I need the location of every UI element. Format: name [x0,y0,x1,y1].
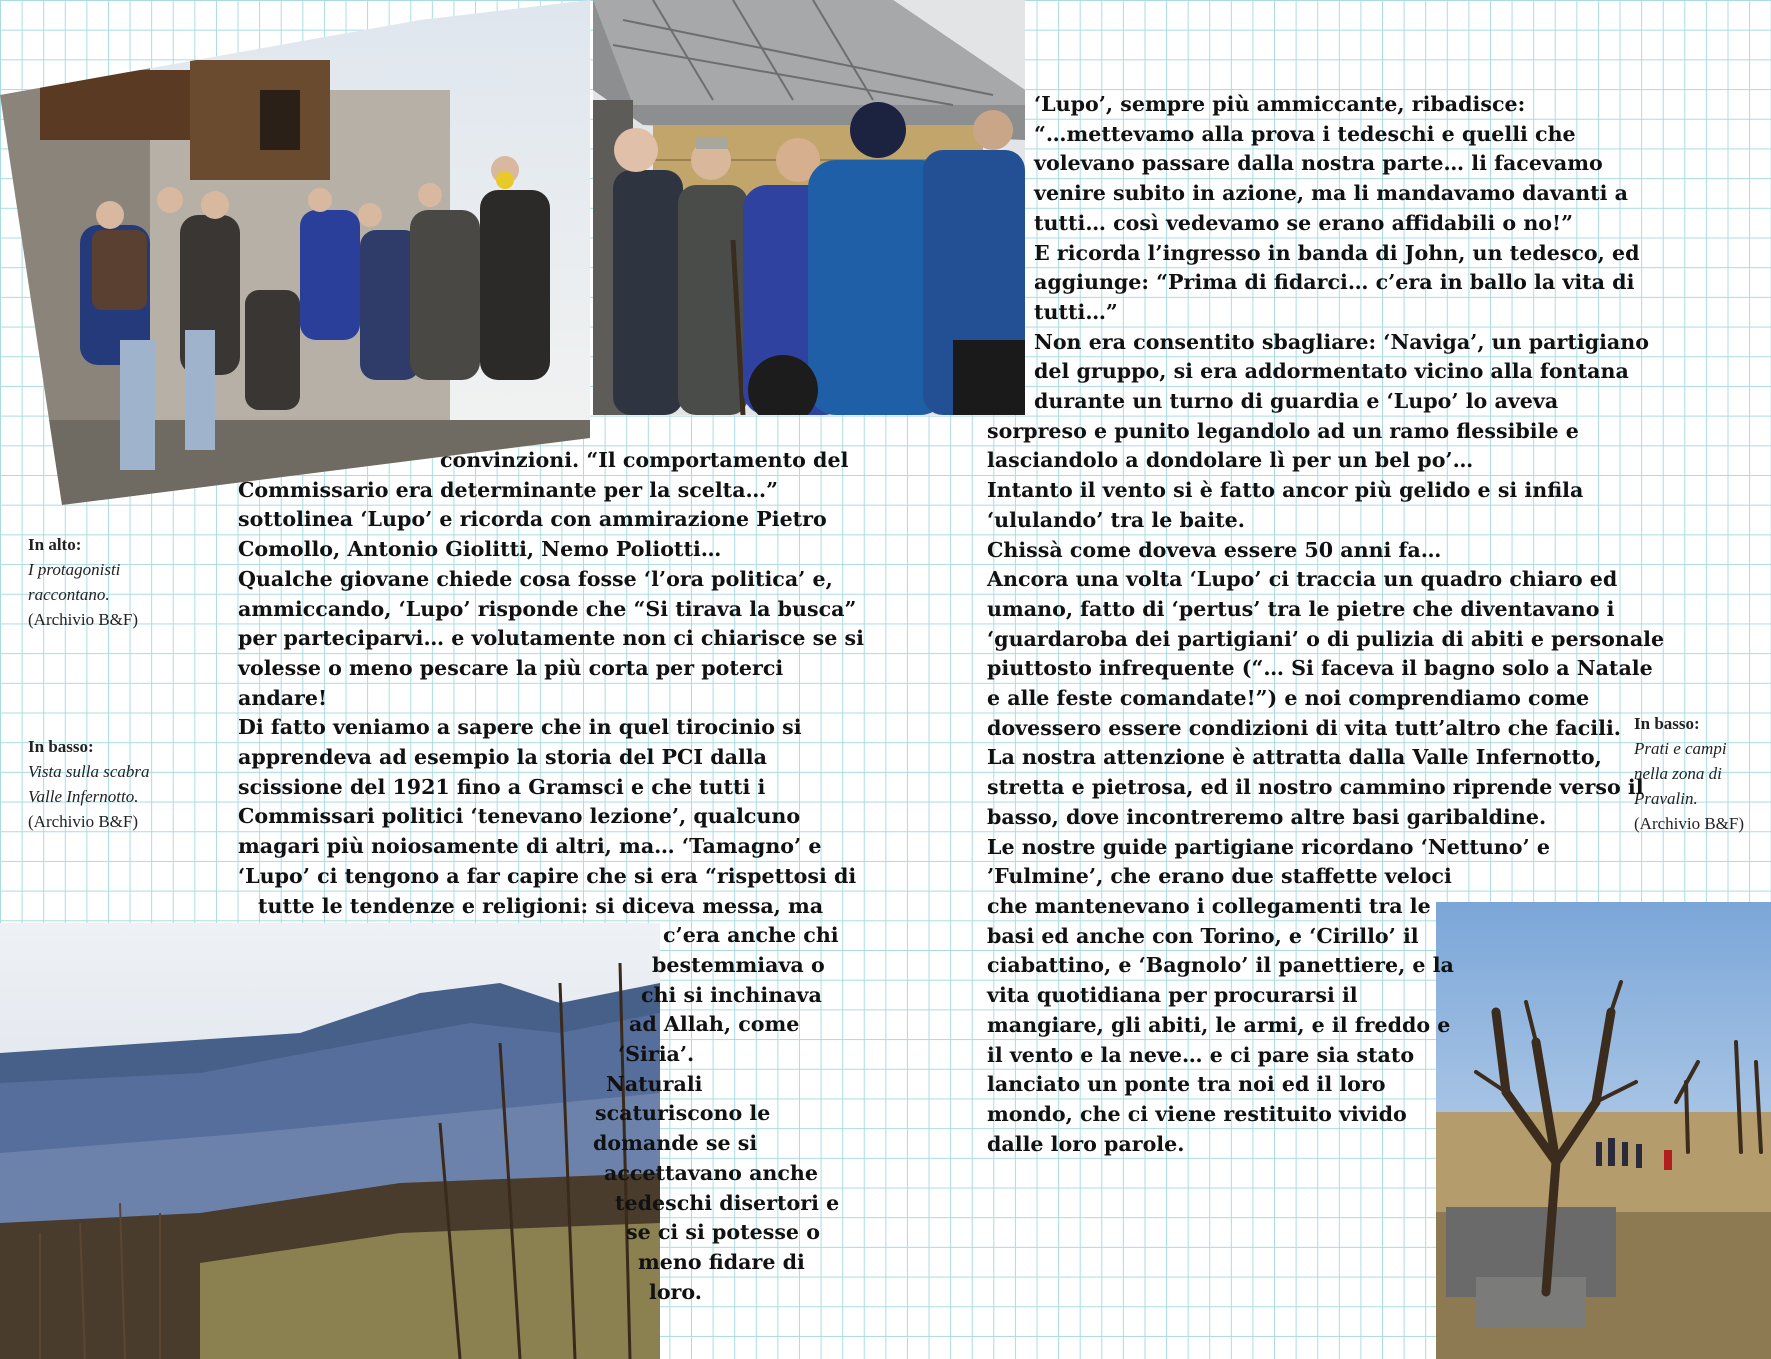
text-line: Naturali [606,1071,703,1096]
text-line: Di fatto veniamo a sapere che in quel tirocinio si [238,715,802,740]
text-line: ‘Lupo’ ci tengono a far capire che si era “rispettosi di [238,863,857,888]
caption-bottom-left-line: Valle Infernotto. [28,787,139,806]
text-line: loro. [649,1279,702,1304]
text-line: Intanto il vento si è fatto ancor più gelido e si infila [987,478,1584,503]
text-line: vita quotidiana per procurarsi il [987,983,1358,1008]
text-line: domande se si [593,1131,758,1156]
caption-bottom-right-line: Prati e campi [1634,739,1727,758]
text-line: ’Fulmine’, che erano due staffette veloci [987,864,1452,889]
text-line: ‘Siria’. [618,1042,695,1067]
text-line: del gruppo, si era addormentato vicino alla fontana [1034,359,1629,384]
text-line: bestemmiava o [652,952,825,977]
text-line: tutti… così vedevamo se erano affidabili o no!” [1034,210,1573,235]
text-line: basso, dove incontreremo altre basi garibaldine. [987,804,1547,829]
text-line: se ci si potesse o [626,1220,820,1245]
text-line: Ancora una volta ‘Lupo’ ci traccia un quadro chiaro ed [987,567,1618,592]
text-line: che mantenevano i collegamenti tra le [987,893,1431,918]
text-line: scissione del 1921 fino a Gramsci e che tutti i [238,774,766,799]
text-line: meno fidare di [638,1249,805,1274]
text-line: basi ed anche con Torino, e ‘Cirillo’ il [987,923,1419,948]
text-line: c’era anche chi [663,923,839,948]
text-line: “…mettevamo alla prova i tedeschi e quelli che [1034,121,1576,146]
text-line: piuttosto infrequente (“… Si faceva il bagno solo a Natale [987,656,1653,681]
caption-top-credit: (Archivio B&F) [28,610,139,629]
text-line: ciabattino, e ‘Bagnolo’ il panettiere, e la [987,953,1454,978]
text-line: apprendeva ad esempio la storia del PCI dalla [238,745,767,770]
text-line: Qualche giovane chiede cosa fosse ‘l’ora politica’ e, [238,566,833,591]
text-line: tutte le tendenze e religioni: si diceva messa, ma [258,893,824,918]
photo-partisans-speaking [593,0,1025,415]
text-line: sottolinea ‘Lupo’ e ricorda con ammirazione Pietro [238,507,827,532]
text-line: ‘Lupo’, sempre più ammiccante, ribadisce: [1034,92,1526,116]
text-line: venire subito in azione, ma li mandavamo davanti a [1034,181,1629,206]
caption-bottom-left-credit: (Archivio B&F) [28,812,139,831]
caption-bottom-left-line: Vista sulla scabra [28,762,150,781]
text-line: ammiccando, ‘Lupo’ risponde che “Si tirava la busca” [238,596,857,621]
text-line: tedeschi disertori e [615,1190,840,1215]
text-line: e alle feste comandate!”) e noi comprendiamo come [987,686,1590,711]
text-line: umano, fatto di ‘pertus’ tra le pietre che diventavano i [987,596,1615,621]
text-line: Commissari politici ‘tenevano lezione’, qualcuno [238,804,801,829]
text-line: volevano passare dalla nostra parte… li facevamo [1034,151,1603,176]
text-line: dovessero essere condizioni di vita tutt’altro che facili. [987,715,1621,740]
text-line: Le nostre guide partigiane ricordano ‘Nettuno’ e [987,834,1550,859]
text-line: ‘guardaroba dei partigiani’ o di pulizia di abiti e personale [987,626,1665,651]
photo-group-at-houses [0,0,590,510]
text-line: dalle loro parole. [987,1131,1185,1156]
text-line: andare! [238,685,328,710]
text-line: aggiunge: “Prima di fidarci… c’era in ballo la vita di [1034,270,1635,295]
caption-top [28,532,138,632]
caption-top-line: raccontano. [28,585,110,604]
caption-top-title: In alto: [28,535,82,554]
text-line: tutti…” [1034,299,1118,324]
text-line: sorpreso e punito legandolo ad un ramo flessibile e [987,418,1579,443]
text-line: Comollo, Antonio Giolitti, Nemo Poliotti… [238,537,722,562]
caption-bottom-left [28,734,150,834]
article-text-left [238,446,864,1307]
article-text-right [987,90,1664,1159]
text-line: mondo, che ci viene restituito vivido [987,1101,1407,1126]
caption-bottom-right-title: In basso: [1634,714,1700,733]
text-line: ad Allah, come [629,1012,800,1037]
text-line: per parteciparvi… e volutamente non ci chiarisce se si [238,626,864,651]
text-line: il vento e la neve… e ci pare sia stato [987,1042,1415,1067]
caption-bottom-right-line: Pravalin. [1634,789,1698,808]
caption-bottom-left-title: In basso: [28,737,94,756]
text-line: lasciandolo a dondolare lì per un bel po’… [987,448,1474,473]
text-line: lanciato un ponte tra noi ed il loro [987,1072,1386,1097]
text-line: accettavano anche [604,1160,819,1185]
text-line: La nostra attenzione è attratta dalla Valle Infernotto, [987,745,1602,770]
text-line: Chissà come doveva essere 50 anni fa… [987,537,1442,562]
text-line: durante un turno di guardia e ‘Lupo’ lo aveva [1034,389,1559,414]
text-line: magari più noiosamente di altri, ma… ‘Tamagno’ e [238,834,822,859]
text-line: scaturiscono le [595,1101,771,1126]
text-line: ‘ululando’ tra le baite. [987,507,1245,532]
caption-top-line: I protagonisti [28,560,121,579]
caption-bottom-right-credit: (Archivio B&F) [1634,814,1745,833]
text-line: stretta e pietrosa, ed il nostro cammino riprende verso il [987,775,1644,800]
text-line: mangiare, gli abiti, le armi, e il freddo e [987,1012,1451,1037]
caption-bottom-right-line: nella zona di [1634,764,1722,783]
text-line: Non era consentito sbagliare: ‘Naviga’, un partigiano [1034,329,1649,354]
text-line: volesse o meno pescare la più corta per poterci [238,655,784,680]
text-line: chi si inchinava [641,982,822,1007]
text-line: Commissario era determinante per la scelta…” [238,477,778,502]
text-line: E ricorda l’ingresso in banda di John, un tedesco, ed [1034,240,1640,265]
text-line: convinzioni. “Il comportamento del [440,448,849,472]
